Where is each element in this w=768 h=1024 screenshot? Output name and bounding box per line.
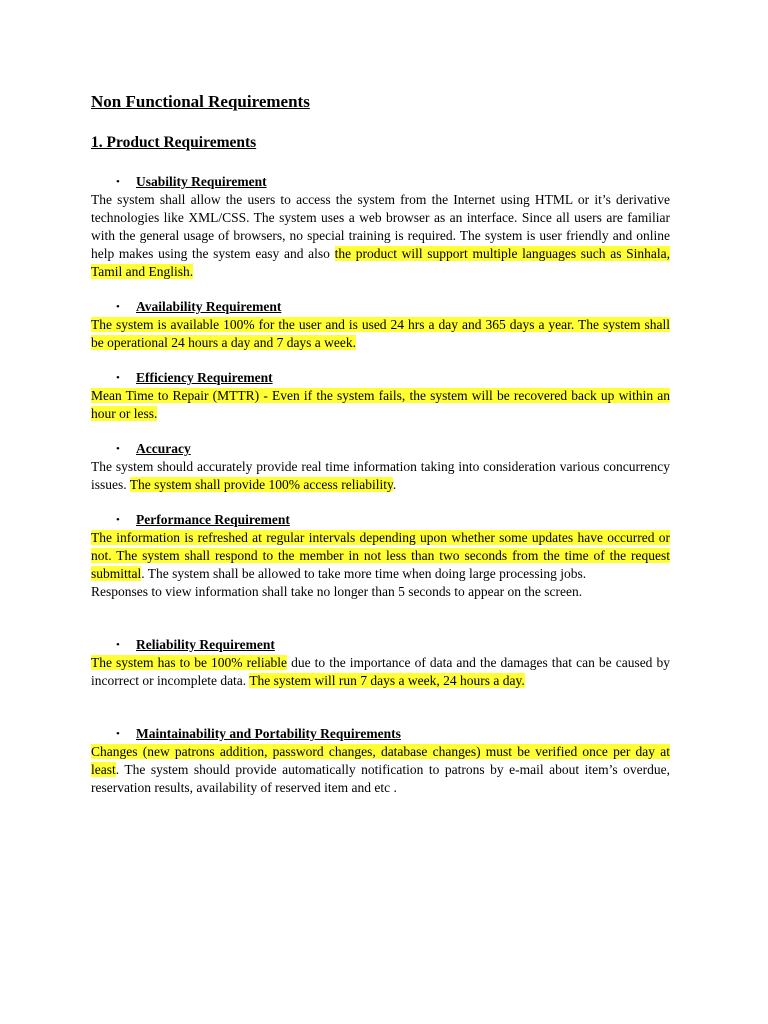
requirement-text: [91, 458, 670, 494]
requirement-maintainability: [91, 725, 670, 797]
requirement-title: Performance Requirement: [136, 512, 290, 527]
requirement-text: [91, 191, 670, 281]
requirement-text: [91, 529, 670, 601]
requirement-title: Reliability Requirement: [136, 637, 275, 652]
body-text: . The system shall be allowed to take more time when doing large processing jobs.: [141, 566, 587, 581]
body-text: The system shall allow the users to access the system from the Internet using HTML or it’s derivative technologies like XML/CSS. The system uses a web browser as an interface. Since all users are familiar with the general usage of browsers, no special training is required. The system is user friendly and online help makes using the system easy and also: [91, 192, 670, 261]
bullet-icon: •: [116, 176, 120, 188]
bullet-icon: •: [116, 301, 120, 313]
requirement-efficiency: [91, 369, 670, 423]
section-title: 1. Product Requirements: [91, 134, 257, 151]
requirement-accuracy: [91, 440, 670, 494]
requirement-text: [91, 743, 670, 797]
body-text: The system should accurately provide real time information taking into consideration various concurrency issues.: [91, 459, 670, 492]
body-text: .: [392, 477, 397, 492]
requirement-title: Usability Requirement: [136, 174, 267, 189]
requirement-title: Availability Requirement: [136, 299, 282, 314]
highlighted-text: The system will run 7 days a week, 24 hours a day.: [249, 673, 525, 688]
requirement-reliability: [91, 636, 670, 690]
bullet-icon: •: [116, 728, 120, 740]
requirement-text: [91, 316, 670, 352]
requirement-title: Accuracy: [136, 441, 191, 456]
highlighted-text: The system has to be 100% reliable: [91, 655, 288, 670]
requirement-text: [91, 387, 670, 423]
requirement-title: Efficiency Requirement: [136, 370, 273, 385]
highlighted-text: The system shall provide 100% access reliability: [129, 477, 393, 492]
body-text: . The system should provide automatically notification to patrons by e-mail about item’s overdue, reservation results, availability of reserved item and etc .: [91, 762, 670, 795]
body-text: Responses to view information shall take no longer than 5 seconds to appear on the screen.: [91, 584, 583, 599]
highlighted-text: Mean Time to Repair (MTTR) - Even if the system fails, the system will be recovered back up within an hour or less.: [91, 388, 670, 421]
requirement-text: [91, 654, 670, 690]
bullet-icon: •: [116, 372, 120, 384]
highlighted-text: the product will support multiple languages such as Sinhala, Tamil and English.: [91, 246, 670, 279]
requirement-performance: [91, 511, 670, 601]
bullet-icon: •: [116, 443, 120, 455]
body-text: due to the importance of data and the damages that can be caused by incorrect or incomplete data.: [91, 655, 670, 688]
highlighted-text: The information is refreshed at regular intervals depending upon whether some updates have occurred or not. The system shall respond to the member in not less than two seconds from the time of the request submittal: [91, 530, 670, 581]
requirement-usability: [91, 173, 670, 281]
highlighted-text: Changes (new patrons addition, password changes, database changes) must be verified once per day at least: [91, 744, 670, 777]
document-title: Non Functional Requirements: [91, 92, 310, 111]
bullet-icon: •: [116, 639, 120, 651]
bullet-icon: •: [116, 514, 120, 526]
requirement-title: Maintainability and Portability Requirements: [136, 726, 401, 741]
highlighted-text: The system is available 100% for the user and is used 24 hrs a day and 365 days a year. The system shall be operational 24 hours a day and 7 days a week.: [91, 317, 670, 350]
requirement-availability: [91, 298, 670, 352]
